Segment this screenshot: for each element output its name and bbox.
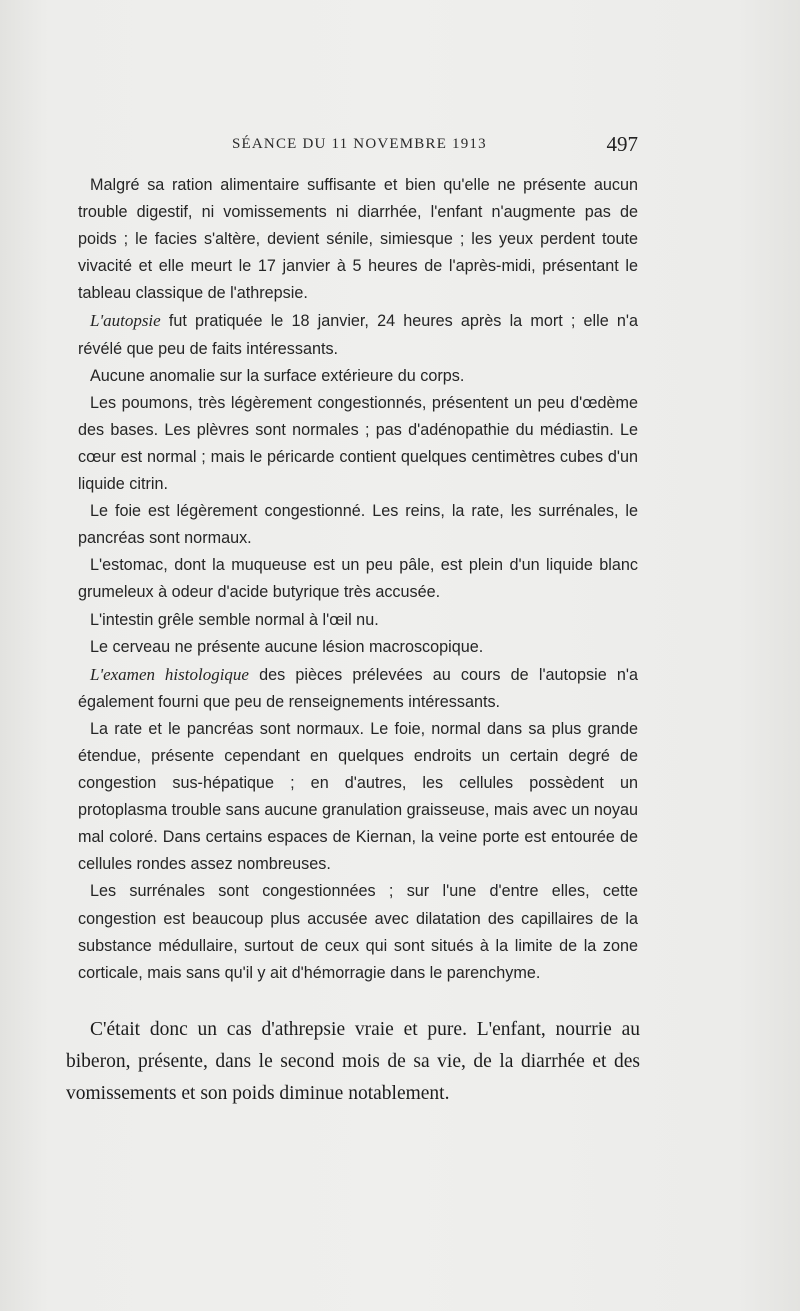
running-head: SÉANCE DU 11 NOVEMBRE 1913 (232, 136, 487, 152)
paragraph: Le cerveau ne présente aucune lésion macroscopique. (90, 637, 484, 656)
paragraph-text: fut pratiquée le 18 janvier, 24 heures après la mort ; elle n'a révélé que peu de faits intéressants. (78, 312, 638, 358)
paragraph: L'estomac, dont la muqueuse est un peu pâle, est plein d'un liquide blanc grumeleux à odeur d'acide butyrique très accusée. (78, 556, 638, 602)
paragraph-text: des pièces prélevées au cours de l'autopsie n'a également fourni que peu de renseignements intéressants. (78, 665, 638, 711)
paragraph: Aucune anomalie sur la surface extérieure du corps. (90, 366, 465, 385)
page-header (78, 132, 638, 162)
paragraph: L'intestin grêle semble normal à l'œil nu. (90, 610, 379, 629)
body-text (78, 172, 638, 987)
page-number: 497 (606, 132, 638, 156)
paragraph (78, 661, 638, 716)
paragraph (78, 307, 638, 362)
paragraph: Malgré sa ration alimentaire suffisante et bien qu'elle ne présente aucun trouble digestif, ni vomissements ni diarrhée, l'enfant n'augmente pas de poids ; le facies s'altère, devient sénile, simiesque ; les yeux perdent toute vivacité et elle meurt le 17 janvier à 5 heures de l'après-midi, présentant le tableau classique de l'athrepsie. (78, 176, 638, 303)
paragraph: Le foie est légèrement congestionné. Les reins, la rate, les surrénales, le pancréas sont normaux. (78, 502, 638, 548)
paragraph: Les poumons, très légèrement congestionnés, présentent un peu d'œdème des bases. Les plèvres sont normales ; pas d'adénopathie du médiastin. Le cœur est normal ; mais le péricarde contient quelques centimètres cubes d'un liquide citrin. (78, 393, 638, 494)
italic-term: L'examen histologique (90, 664, 249, 684)
conclusion-paragraph: C'était donc un cas d'athrepsie vraie et pure. L'enfant, nourrie au biberon, présente, dans le second mois de sa vie, de la diarrhée et des vomissements et son poids diminue notablement. (66, 1019, 640, 1104)
italic-term: L'autopsie (90, 311, 161, 331)
paragraph: Les surrénales sont congestionnées ; sur l'une d'entre elles, cette congestion est beaucoup plus accusée avec dilatation des capillaires de la substance médullaire, surtout de ceux qui sont situés à la limite de la zone corticale, mais sans qu'il y ait d'hémorragie dans le parenchyme. (78, 882, 638, 982)
paragraph: La rate et le pancréas sont normaux. Le foie, normal dans sa plus grande étendue, présente cependant en quelques endroits un certain degré de congestion sus-hépatique ; en d'autres, les cellules possèdent un protoplasma trouble sans aucune granulation graisseuse, mais avec un noyau mal coloré. Dans certains espaces de Kiernan, la veine porte est entourée de cellules rondes assez nombreuses. (78, 719, 638, 874)
